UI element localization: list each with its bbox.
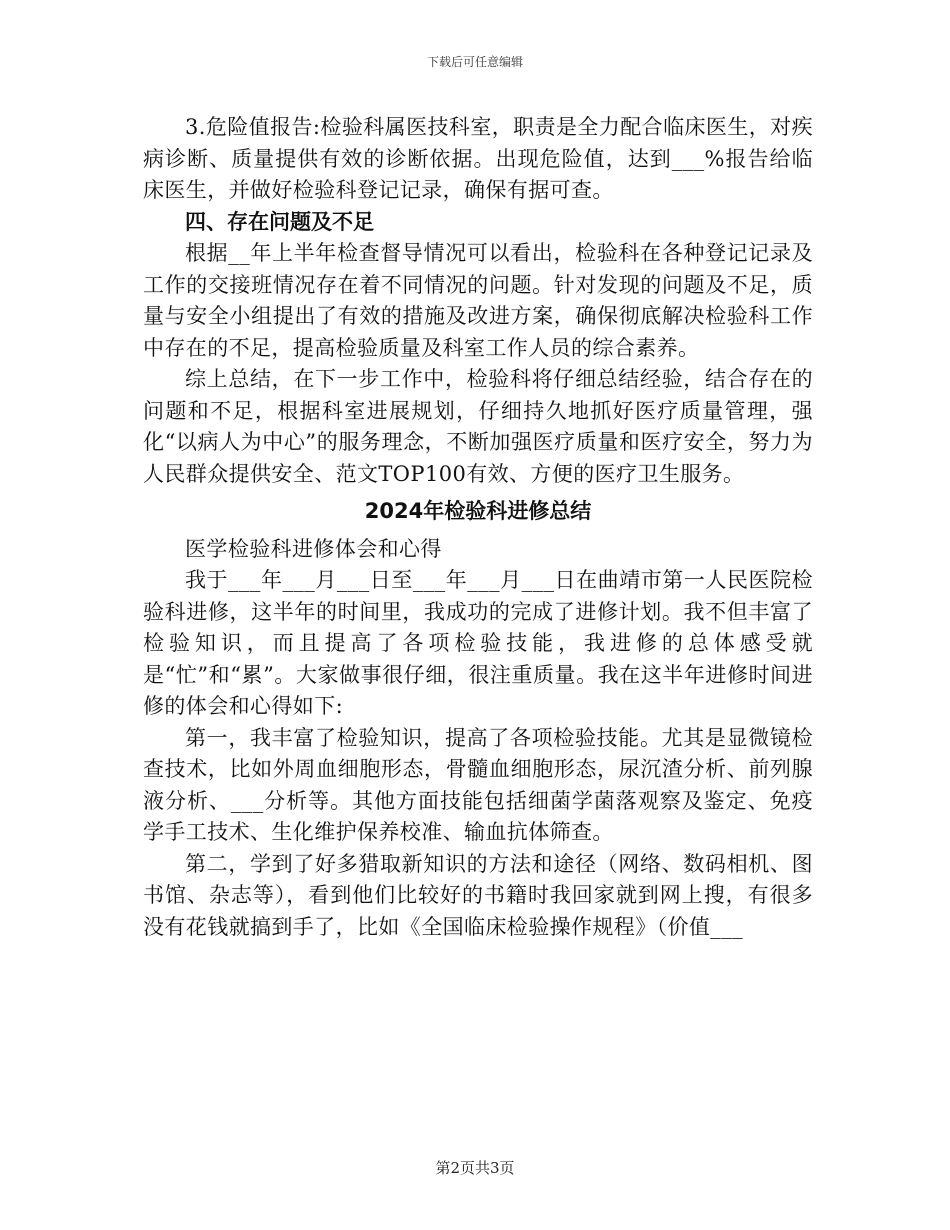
document-subtitle: 医学检验科进修体会和心得: [185, 536, 442, 561]
paragraph-summary: 综上总结，在下一步工作中，检验科将仔细总结经验，结合存在的问题和不足，根据科室进展规划，仔细持久地抓好医疗质量管理，强化“以病人为中心”的服务理念，不断加强医疗质量和医疗安全，努力为人民群众提供安全、范文TOP100有效、方便的医疗卫生服务。: [143, 367, 813, 486]
heading-problems: 四、存在问题及不足: [185, 209, 374, 234]
paragraph-critical-value-report: 3.危险值报告:检验科属医技科室，职责是全力配合临床医生，对疾病诊断、质量提供有效的诊断依据。出现危险值，达到___%报告给临床医生，并做好检验科登记记录，确保有据可查。: [143, 115, 813, 202]
paragraph-problems: 根据__年上半年检查督导情况可以看出，检验科在各种登记记录及工作的交接班情况存在着不同情况的问题。针对发现的问题及不足，质量与安全小组提出了有效的措施及改进方案，确保彻底解决检验科工作中存在的不足，提高检验质量及科室工作人员的综合素养。: [143, 241, 813, 360]
paragraph-intro: 我于___年___月___日至___年___月___日在曲靖市第一人民医院检验科进修，这半年的时间里，我成功的完成了进修计划。我不但丰富了检验知识，而且提高了各项检验技能，我进修的总体感受就是“忙”和“累”。大家做事很仔细，很注重质量。我在这半年进修时间进修的体会和心得如下:: [143, 568, 813, 718]
page-header: 下载后可任意编辑: [426, 55, 523, 69]
paragraph-second: 第二，学到了好多猎取新知识的方法和途径（网络、数码相机、图书馆、杂志等），看到他们比较好的书籍时我回家就到网上搜，有很多没有花钱就搞到手了，比如《全国临床检验操作规程》（价值___: [143, 851, 813, 939]
document-title: 2024年检验科进修总结: [364, 499, 592, 523]
paragraph-first: 第一，我丰富了检验知识，提高了各项检验技能。尤其是显微镜检查技术，比如外周血细胞形态，骨髓血细胞形态，尿沉渣分析、前列腺液分析、___分析等。其他方面技能包括细菌学菌落观察及鉴定、免疫学手工技术、生化维护保养校准、输血抗体筛查。: [143, 725, 813, 844]
page-number: 第2页共3页: [435, 1159, 515, 1177]
document-body: [143, 112, 813, 943]
